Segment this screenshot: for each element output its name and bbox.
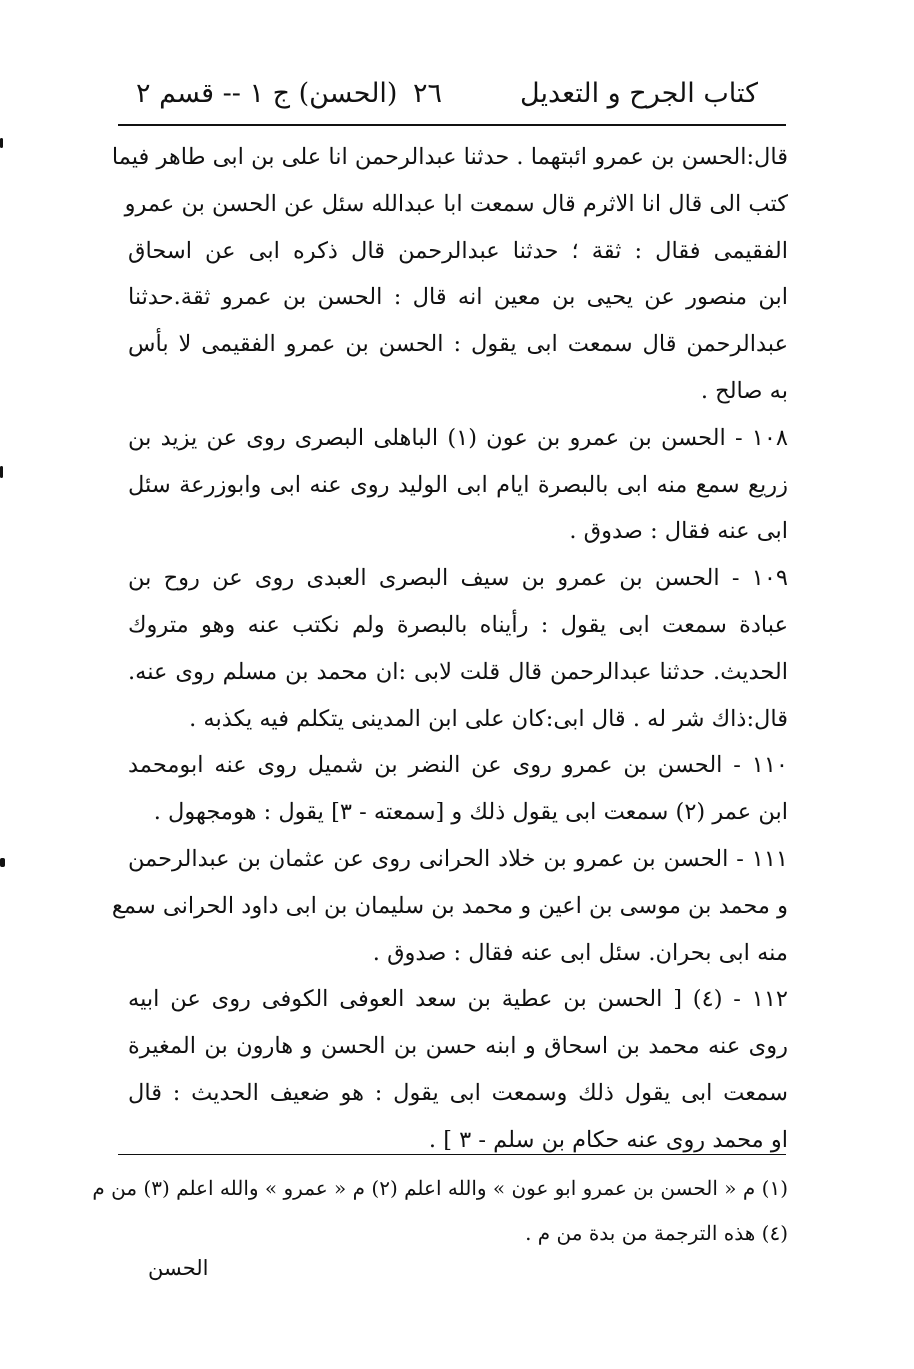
text-line: و محمد بن موسى بن اعين و محمد بن سليمان بن ابى داود الحرانى سمع <box>111 892 788 919</box>
text-line: عبدالرحمن قال سمعت ابى يقول : الحسن بن عمرو الفقيمى لا بأس <box>128 331 788 358</box>
book-title: كتاب الجرح و التعديل <box>520 78 758 109</box>
entry-110-heading: ١١٠ - الحسن بن عمرو روى عن النضر بن شميل روى عنه ابومحمد <box>128 752 788 779</box>
text-line: منه ابى بحران. سئل ابى عنه فقال : صدوق . <box>372 939 788 966</box>
text-line: سمعت ابى يقول ذلك وسمعت ابى يقول : هو ضعيف الحديث : قال <box>128 1079 788 1106</box>
text-line: قال:الحسن بن عمرو ائبتهما . حدثنا عبدالرحمن انا على بن ابى طاهر فيما <box>111 144 788 170</box>
scan-mark <box>0 138 3 148</box>
main-text <box>111 134 788 1164</box>
text-line: ابن منصور عن يحيى بن معين انه قال : الحسن بن عمرو ثقة.حدثنا <box>128 284 788 311</box>
scan-mark <box>0 858 5 867</box>
text-line: به صالح . <box>700 377 788 404</box>
scan-mark <box>0 466 3 478</box>
entry-112-heading: ١١٢ - (٤) [ الحسن بن عطية بن سعد العوفى الكوفى روى عن ابيه <box>128 986 788 1013</box>
text-line: كتب الى قال انا الاثرم قال سمعت ابا عبدالله سئل عن الحسن بن عمرو <box>124 190 788 217</box>
text-line: ابى عنه فقال : صدوق . <box>569 518 788 545</box>
text-line: زريع سمع منه ابى بالبصرة ايام ابى الوليد روى عنه ابى وابوزرعة سئل <box>128 471 788 498</box>
entry-111-heading: ١١١ - الحسن بن عمرو بن خلاد الحرانى روى عن عثمان بن عبدالرحمن <box>128 845 788 872</box>
footnotes <box>92 1166 788 1256</box>
running-header <box>118 68 758 120</box>
text-line: عبادة سمعت ابى يقول : رأيناه بالبصرة ولم نكتب عنه وهو متروك <box>128 611 788 638</box>
text-line: ابن عمر (٢) سمعت ابى يقول ذلك و [سمعته - ٣] يقول : هومجهول . <box>153 799 788 826</box>
text-line: الفقيمى فقال : ثقة ؛ حدثنا عبدالرحمن قال ذكره ابى عن اسحاق <box>128 237 788 264</box>
entry-109-heading: ١٠٩ - الحسن بن عمرو بن سيف البصرى العبدى روى عن روح بن <box>128 565 788 592</box>
header-rule <box>118 124 786 126</box>
page-number: ٢٦ <box>413 78 443 109</box>
footnote-rule <box>118 1154 786 1155</box>
entry-108-heading: ١٠٨ - الحسن بن عمرو بن عون (١) الباهلى البصرى روى عن يزيد بن <box>128 424 788 451</box>
catchword: الحسن <box>148 1256 209 1280</box>
footnote-line: (١) م « الحسن بن عمرو ابو عون » والله اعلم (٢) م « عمرو » والله اعلم (٣) من م <box>92 1176 788 1200</box>
text-line: روى عنه محمد بن اسحاق و ابنه حسن بن الحسن و هارون بن المغيرة <box>128 1033 788 1060</box>
footnote-line: (٤) هذه الترجمة من بدة من م . <box>525 1221 788 1245</box>
text-line: الحديث. حدثنا عبدالرحمن قال قلت لابى :ان محمد بن مسلم روى عنه. <box>128 658 788 685</box>
section-label: (الحسن) ج ١ -- قسم ٢ <box>136 78 398 109</box>
text-line: او محمد روى عنه حكام بن سلم - ٣ ] . <box>428 1126 788 1153</box>
text-line: قال:ذاك شر له . قال ابى:كان على ابن المدينى يتكلم فيه يكذبه . <box>189 705 788 732</box>
